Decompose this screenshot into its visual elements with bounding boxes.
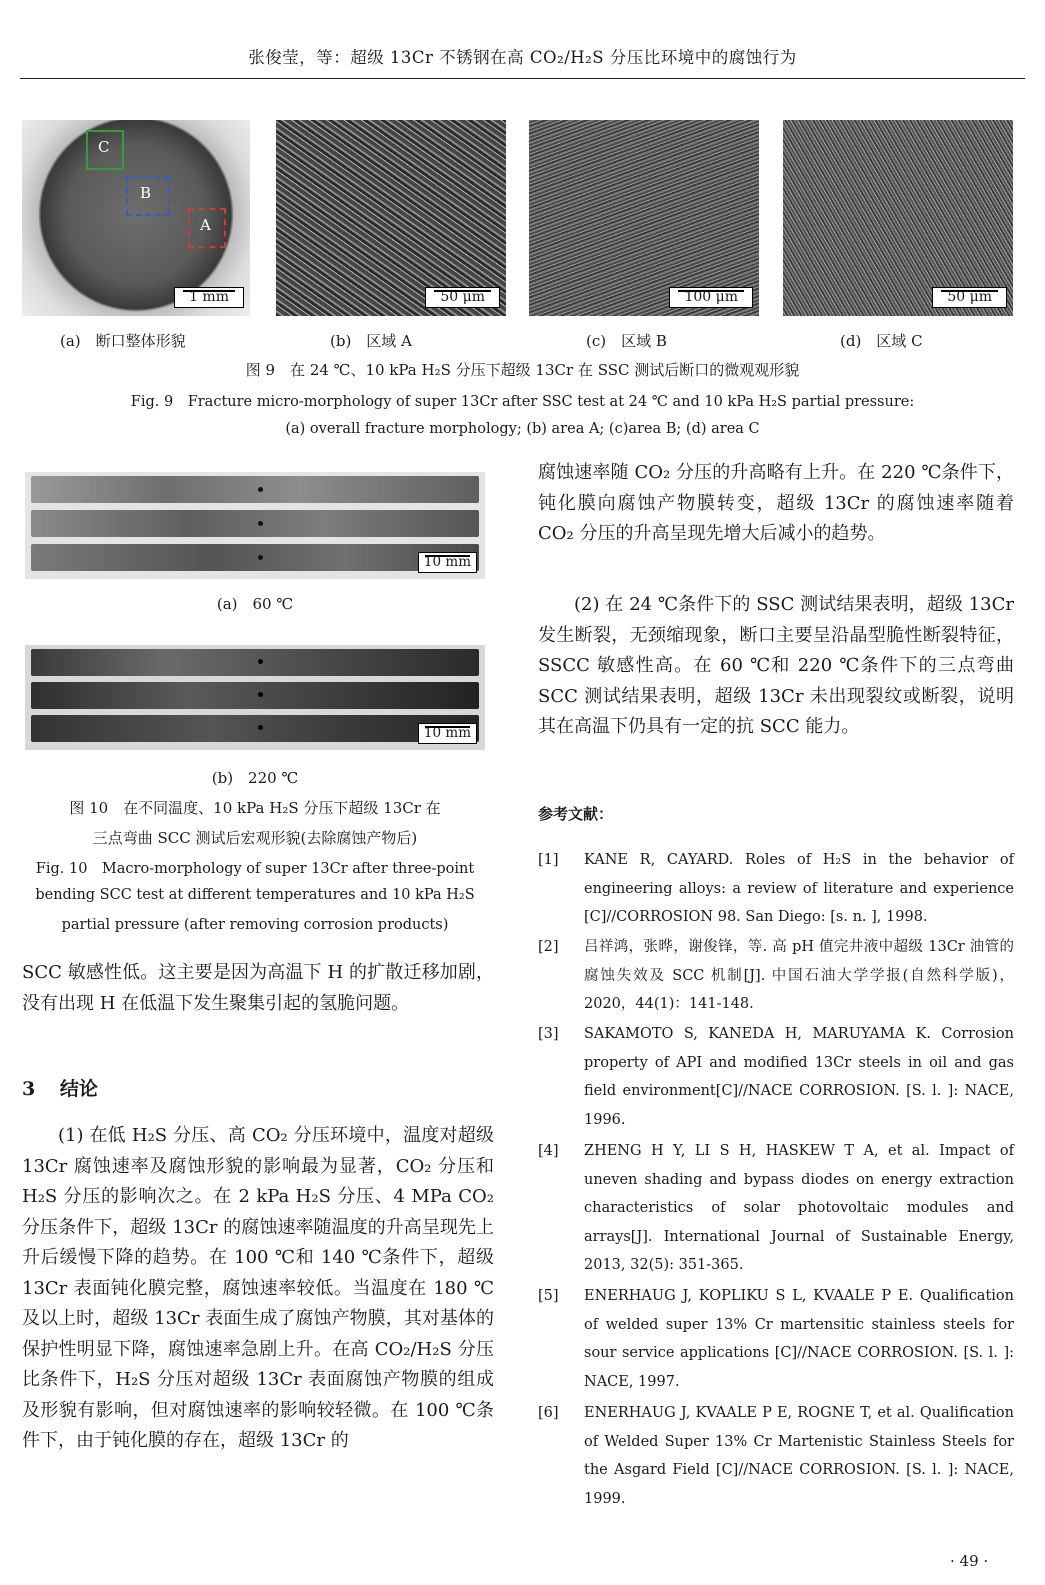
figure10-caption-en-1: Fig. 10 Macro-morphology of super 13Cr after three-point: [35, 861, 475, 877]
header-rule: [20, 78, 1025, 79]
reference-item: [6] ENERHAUG J, KVAALE P E, ROGNE T, et al. Qualification of Welded Super 13% Cr Martenistic Stainless Steels for the Asgard Field [C]//NACE CORROSION. [S. l. ]: NACE, 1999.: [538, 1405, 1014, 1507]
strip-photo-220c: [25, 645, 485, 750]
scale-bar: 10 mm: [418, 723, 477, 744]
strip-photo-60c: [25, 472, 485, 579]
reference-item: [3] SAKAMOTO S, KANEDA H, MARUYAMA K. Corrosion property of API and modified 13Cr steels in oil and gas field environment[C]//NACE CORROSION. [S. l. ]: NACE, 1996.: [538, 1026, 1014, 1128]
figure9-caption-cn: 图 9 在 24 ℃、10 kPa H₂S 分压下超级 13Cr 在 SSC 测试后断口的微观观形貌: [245, 361, 800, 379]
paragraph-continued: SCC 敏感性低。这主要是因为高温下 H 的扩散迁移加剧，没有出现 H 在低温下发生聚集引起的氢脆问题。: [22, 962, 494, 1014]
paragraph-continued-right: 腐蚀速率随 CO₂ 分压的升高略有上升。在 220 ℃条件下，钝化膜向腐蚀产物膜转变，超级 13Cr 的腐蚀速率随着 CO₂ 分压的升高呈现先增大后减小的趋势。: [538, 462, 1014, 544]
figure10-subcaption-b: (b) 220 ℃: [211, 769, 299, 787]
marker-c-label: C: [98, 138, 110, 156]
figure10-caption-en-3: partial pressure (after removing corrosion products): [61, 917, 449, 933]
figure10-caption-cn-2: 三点弯曲 SCC 测试后宏观形貌(去除腐蚀产物后): [92, 829, 418, 847]
sem-panel-c: [529, 120, 759, 316]
scale-bar: 50 μm: [932, 287, 1007, 308]
figure9-caption-en-2: (a) overall fracture morphology; (b) area A; (c)area B; (d) area C: [285, 421, 760, 437]
sem-panel-d: [783, 120, 1013, 316]
figure10-caption-en-2: bending SCC test at different temperatures and 10 kPa H₂S: [35, 887, 475, 903]
scale-bar: 100 μm: [669, 287, 753, 308]
sem-panel-a: [22, 120, 250, 316]
reference-item: [2] 吕祥鸿，张晔，谢俊锋，等. 高 pH 值完井液中超级 13Cr 油管的腐蚀失效及 SCC 机制[J]. 中国石油大学学报(自然科学版)，2020，44(1)：141-148.: [538, 939, 1014, 1012]
references-title: 参考文献：: [538, 805, 614, 823]
scale-bar: 1 mm: [174, 287, 244, 308]
section-title: 结论: [59, 1078, 98, 1100]
section-heading: [22, 1074, 98, 1101]
marker-b-label: B: [140, 184, 152, 202]
reference-item: [4] ZHENG H Y, LI S H, HASKEW T A, et al. Impact of uneven shading and bypass diodes on energy extraction characteristics of solar photovoltaic modules and arrays[J]. International Journal of Sustainable Energy, 2013, 32(5): 351-365.: [538, 1143, 1014, 1273]
subcaption-a: (a) 断口整体形貌: [60, 332, 186, 350]
running-title: 张俊莹，等：超级 13Cr 不锈钢在高 CO₂/H₂S 分压比环境中的腐蚀行为: [248, 48, 797, 67]
figure10-subcaption-a: (a) 60 ℃: [216, 595, 294, 613]
page-number: · 49 ·: [950, 1552, 989, 1570]
conclusion-2: (2) 在 24 ℃条件下的 SSC 测试结果表明，超级 13Cr 发生断裂，无颈缩现象，断口主要呈沿晶型脆性断裂特征，SSCC 敏感性高。在 60 ℃和 220 ℃条件下的三点弯曲 SCC 测试结果表明，超级 13Cr 未出现裂纹或断裂，说明其在高温下仍具有一定的抗 SCC 能力。: [538, 594, 1014, 737]
subcaption-b: (b) 区域 A: [330, 332, 412, 350]
sem-panel-b: [276, 120, 506, 316]
figure9-caption-en-1: Fig. 9 Fracture micro-morphology of super 13Cr after SSC test at 24 ℃ and 10 kPa H₂S partial pressure:: [130, 394, 915, 410]
scale-bar: 50 μm: [425, 287, 500, 308]
reference-item: [5] ENERHAUG J, KOPLIKU S L, KVAALE P E. Qualification of welded super 13% Cr martensitic stainless steels for sour service applications [C]//NACE CORROSION. [S. l. ]: NACE, 1997.: [538, 1288, 1014, 1390]
reference-item: [1] KANE R, CAYARD. Roles of H₂S in the behavior of engineering alloys: a review of literature and experience [C]//CORROSION 98. San Diego: [s. n. ], 1998.: [538, 852, 1014, 925]
scale-bar: 10 mm: [418, 552, 477, 573]
figure10-caption-cn-1: 图 10 在不同温度、10 kPa H₂S 分压下超级 13Cr 在: [69, 799, 441, 817]
marker-a-label: A: [200, 216, 211, 234]
section-number: 3: [22, 1078, 36, 1100]
subcaption-d: (d) 区域 C: [840, 332, 923, 350]
subcaption-c: (c) 区域 B: [586, 332, 667, 350]
conclusion-1: (1) 在低 H₂S 分压、高 CO₂ 分压环境中，温度对超级 13Cr 腐蚀速率及腐蚀形貌的影响最为显著，CO₂ 分压和 H₂S 分压的影响次之。在 2 kPa H₂S 分压、4 MPa CO₂ 分压条件下，超级 13Cr 的腐蚀速率随温度的升高呈现先上升后缓慢下降的趋势。在 100 ℃和 140 ℃条件下，超级 13Cr 表面钝化膜完整，腐蚀速率较低。当温度在 180 ℃及以上时，超级 13Cr 表面生成了腐蚀产物膜，其对基体的保护性明显下降，腐蚀速率急剧上升。在高 CO₂/H₂S 分压比条件下，H₂S 分压对超级 13Cr 表面腐蚀产物膜的组成及形貌有影响，但对腐蚀速率的影响较轻微。在 100 ℃条件下，由于钝化膜的存在，超级 13Cr 的: [22, 1125, 494, 1451]
